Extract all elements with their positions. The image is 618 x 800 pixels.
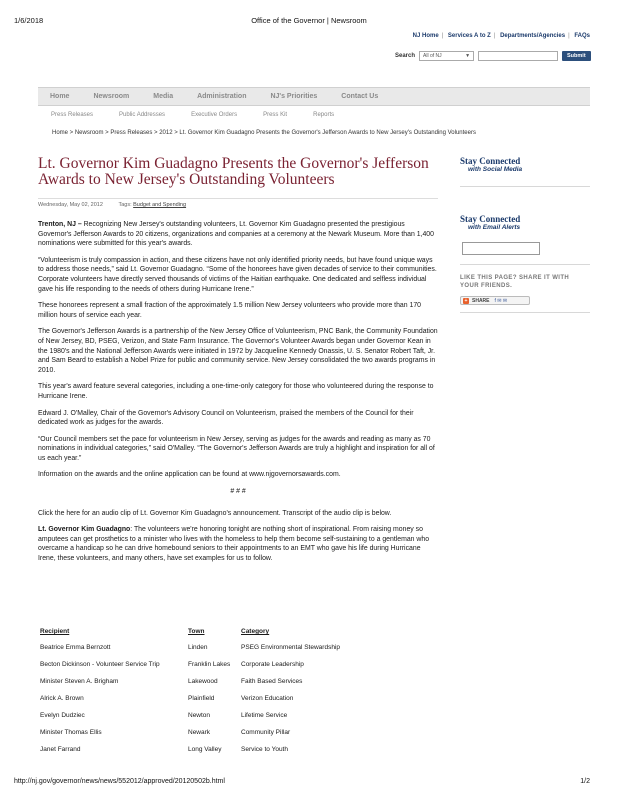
search-bar	[395, 51, 591, 61]
recipient-category: PSEG Environmental Stewardship	[241, 644, 340, 651]
paragraph-audio: Click the here for an audio clip of Lt. Governor Kim Guadagno's announcement. Transcript of the audio clip is below.	[38, 509, 392, 517]
util-link-nj-home[interactable]: NJ Home	[412, 33, 439, 39]
search-scope-select[interactable]	[419, 51, 474, 61]
paragraph: The Governor's Jefferson Awards is a partnership of the New Jersey Office of Volunteerism, PNC Bank, the Community Foundation of New Jersey, BD, PSEG, Verizon, and State Farm Insurance. The Governor's Volunteer Awards began under Governor Kean in the 1980's and the National Jefferson Awards were initiated in 1972 by Jacqueline Kennedy Onassis, U. S. Senator Robert Taft, Jr. and Sam Beard to establish a Nobel Prize for public and community service. New Jersey consolidated the two awards programs in 2010.	[38, 328, 438, 374]
search-submit-button[interactable]: Submit	[562, 51, 591, 61]
paragraph: “Volunteerism is truly compassion in action, and these citizens have not only identified priority needs, but have found unique ways to address those needs,” said Lt. Governor Guadagno. “Some of the honorees have given decades of service to their communities. Corporate volunteers have directly served thousands of victims of the Haitian earthquake. One dedicated and selfless individual gave his life responding to the needs of others during Hurricane Irene.”	[38, 256, 437, 293]
recipient-category: Service to Youth	[241, 746, 288, 753]
util-link-services[interactable]: Services A to Z	[447, 33, 491, 39]
stay-connected-email	[460, 214, 590, 231]
paragraph: “Our Council members set the pace for volunteerism in New Jersey, serving as judges for the awards and reading as many as 70 nominations in individual categories,” said O'Malley. “The Governor's Jefferson Awards are truly a highlight and inspiration for all of us each year.”	[38, 435, 435, 462]
dateline: Trenton, NJ –	[38, 221, 82, 228]
paragraph: Edward J. O'Malley, Chair of the Governor's Advisory Council on Volunteerism, praised the members of the Council for their dedicated work as judges for the awards.	[38, 409, 414, 427]
recipient-name: Beatrice Emma Bernzott	[40, 644, 111, 651]
stay-connected-social	[460, 156, 590, 173]
article-meta	[38, 198, 438, 208]
nav-contact[interactable]: Contact Us	[341, 93, 379, 100]
paragraph: This year's award feature several categories, including a one-time-only category for those who volunteered during the response to Hurricane Irene.	[38, 383, 434, 400]
article-body	[38, 220, 438, 571]
print-date: 1/6/2018	[14, 16, 44, 25]
share-prompt: LIKE THIS PAGE? SHARE IT WITH YOUR FRIENDS.	[460, 275, 570, 289]
recipient-town: Franklin Lakes	[188, 661, 231, 668]
recipient-name: Evelyn Dudziec	[40, 712, 85, 719]
util-link-faqs[interactable]: FAQs	[574, 33, 590, 39]
share-label: SHARE	[472, 297, 490, 304]
social-icons: f ✉ ✉	[494, 297, 508, 304]
nav-media[interactable]: Media	[153, 93, 174, 100]
article-lead	[38, 220, 438, 249]
recipient-name: Minister Thomas Ellis	[40, 729, 102, 736]
print-footer-page: 1/2	[580, 778, 590, 785]
util-link-departments[interactable]: Departments/Agencies	[500, 33, 566, 39]
tags-label: Tags:	[118, 202, 132, 208]
recipient-town: Newark	[188, 729, 211, 736]
email-alert-input[interactable]	[462, 242, 540, 255]
nav-priorities[interactable]: NJ's Priorities	[270, 93, 318, 100]
email-alerts-link[interactable]: with Email Alerts	[468, 224, 521, 231]
tag-link[interactable]: Budget and Spending	[133, 202, 187, 208]
print-title: Office of the Governor | Newsroom	[251, 16, 367, 25]
table-header-row	[40, 628, 340, 644]
social-media-link[interactable]: with Social Media	[468, 166, 523, 173]
share-button[interactable]	[460, 296, 530, 305]
table-row	[40, 678, 340, 695]
nav-home[interactable]: Home	[50, 93, 70, 100]
search-label: Search	[395, 53, 416, 59]
recipient-name: Minister Steven A. Brigham	[40, 678, 119, 685]
table-row	[40, 695, 340, 712]
stay-connected-title: Stay Connected	[460, 214, 521, 224]
col-category: Category	[241, 628, 270, 635]
divider	[460, 186, 590, 187]
table-row	[40, 661, 340, 678]
subnav-press-releases[interactable]: Press Releases	[51, 112, 94, 118]
col-town: Town	[188, 628, 205, 635]
sub-nav	[38, 108, 590, 122]
utility-nav: NJ Home | Services A to Z | Departments/Agencies | FAQs	[412, 33, 590, 39]
recipient-name: Becton Dickinson - Volunteer Service Trip	[40, 661, 160, 668]
nav-administration[interactable]: Administration	[197, 93, 247, 100]
divider	[460, 264, 590, 265]
subnav-press-kit[interactable]: Press Kit	[263, 112, 288, 118]
transcript	[38, 525, 438, 563]
recipient-category: Lifetime Service	[241, 712, 288, 719]
paragraph: Information on the awards and the online application can be found at www.njgovernorsawards.com.	[38, 471, 341, 479]
section-separator: # # #	[230, 488, 246, 496]
print-footer-url: http://nj.gov/governor/news/news/552012/approved/20120502b.html	[14, 778, 225, 785]
recipient-town: Newton	[188, 712, 211, 719]
lead-text: Recognizing New Jersey's outstanding volunteers, Lt. Governor Kim Guadagno presented the prestigious Governor's Jefferson Awards to 20 citizens, organizations and companies at a ceremony at the Newark Museum. More than 1,400 nominations were submitted for this year's awards.	[38, 221, 434, 248]
table-row	[40, 729, 340, 746]
stay-connected-title: Stay Connected	[460, 156, 521, 166]
transcript-text: : The volunteers we're honoring tonight are nothing short of inspirational. From raising money so amputees can get prosthetics to a minister who lives with the homeless to help them become self-sustaining to a gentleman who overcame a handicap so he can drive homebound seniors to their appointments to an EMT who gave his life during Hurricane Irene, these volunteers, and many others, have set examples for us to follow.	[38, 526, 430, 563]
recipient-category: Corporate Leadership	[241, 661, 304, 668]
recipient-category: Community Pillar	[241, 729, 291, 736]
main-nav	[38, 87, 590, 106]
table-row	[40, 746, 340, 763]
recipient-name: Alrick A. Brown	[40, 695, 84, 702]
subnav-public-addresses[interactable]: Public Addresses	[119, 112, 166, 118]
recipients-table	[40, 628, 340, 763]
subnav-executive-orders[interactable]: Executive Orders	[191, 112, 238, 118]
recipient-town: Long Valley	[188, 746, 222, 753]
search-scope-value: All of NJ	[423, 53, 442, 59]
search-input[interactable]	[478, 51, 558, 61]
table-row	[40, 712, 340, 729]
col-recipient: Recipient	[40, 628, 70, 635]
recipient-name: Janet Farrand	[40, 746, 81, 753]
plus-icon: +	[464, 297, 468, 304]
speaker-name: Lt. Governor Kim Guadagno	[38, 526, 131, 534]
breadcrumb[interactable]: Home > Newsroom > Press Releases > 2012 > Lt. Governor Kim Guadagno Presents the Governor's Jefferson Awards to New Jersey's Outstanding Volunteers	[52, 130, 476, 136]
paragraph: These honorees represent a small fraction of the approximately 1.5 million New Jersey volunteers who provide more than 170 million hours of service each year.	[38, 302, 422, 319]
recipient-category: Faith Based Services	[241, 678, 303, 685]
divider	[460, 312, 590, 313]
chevron-down-icon: ▼	[465, 53, 471, 59]
recipient-town: Lakewood	[188, 678, 218, 685]
subnav-reports[interactable]: Reports	[313, 112, 335, 118]
nav-newsroom[interactable]: Newsroom	[93, 93, 130, 100]
article-date: Wednesday, May 02, 2012	[38, 202, 103, 208]
recipient-town: Plainfield	[188, 695, 215, 702]
recipient-category: Verizon Education	[241, 695, 294, 702]
table-row	[40, 644, 340, 661]
article-title: Lt. Governor Kim Guadagno Presents the Governor's Jefferson Awards to New Jersey's Outstanding Volunteers	[38, 155, 429, 188]
recipient-town: Linden	[188, 644, 208, 651]
